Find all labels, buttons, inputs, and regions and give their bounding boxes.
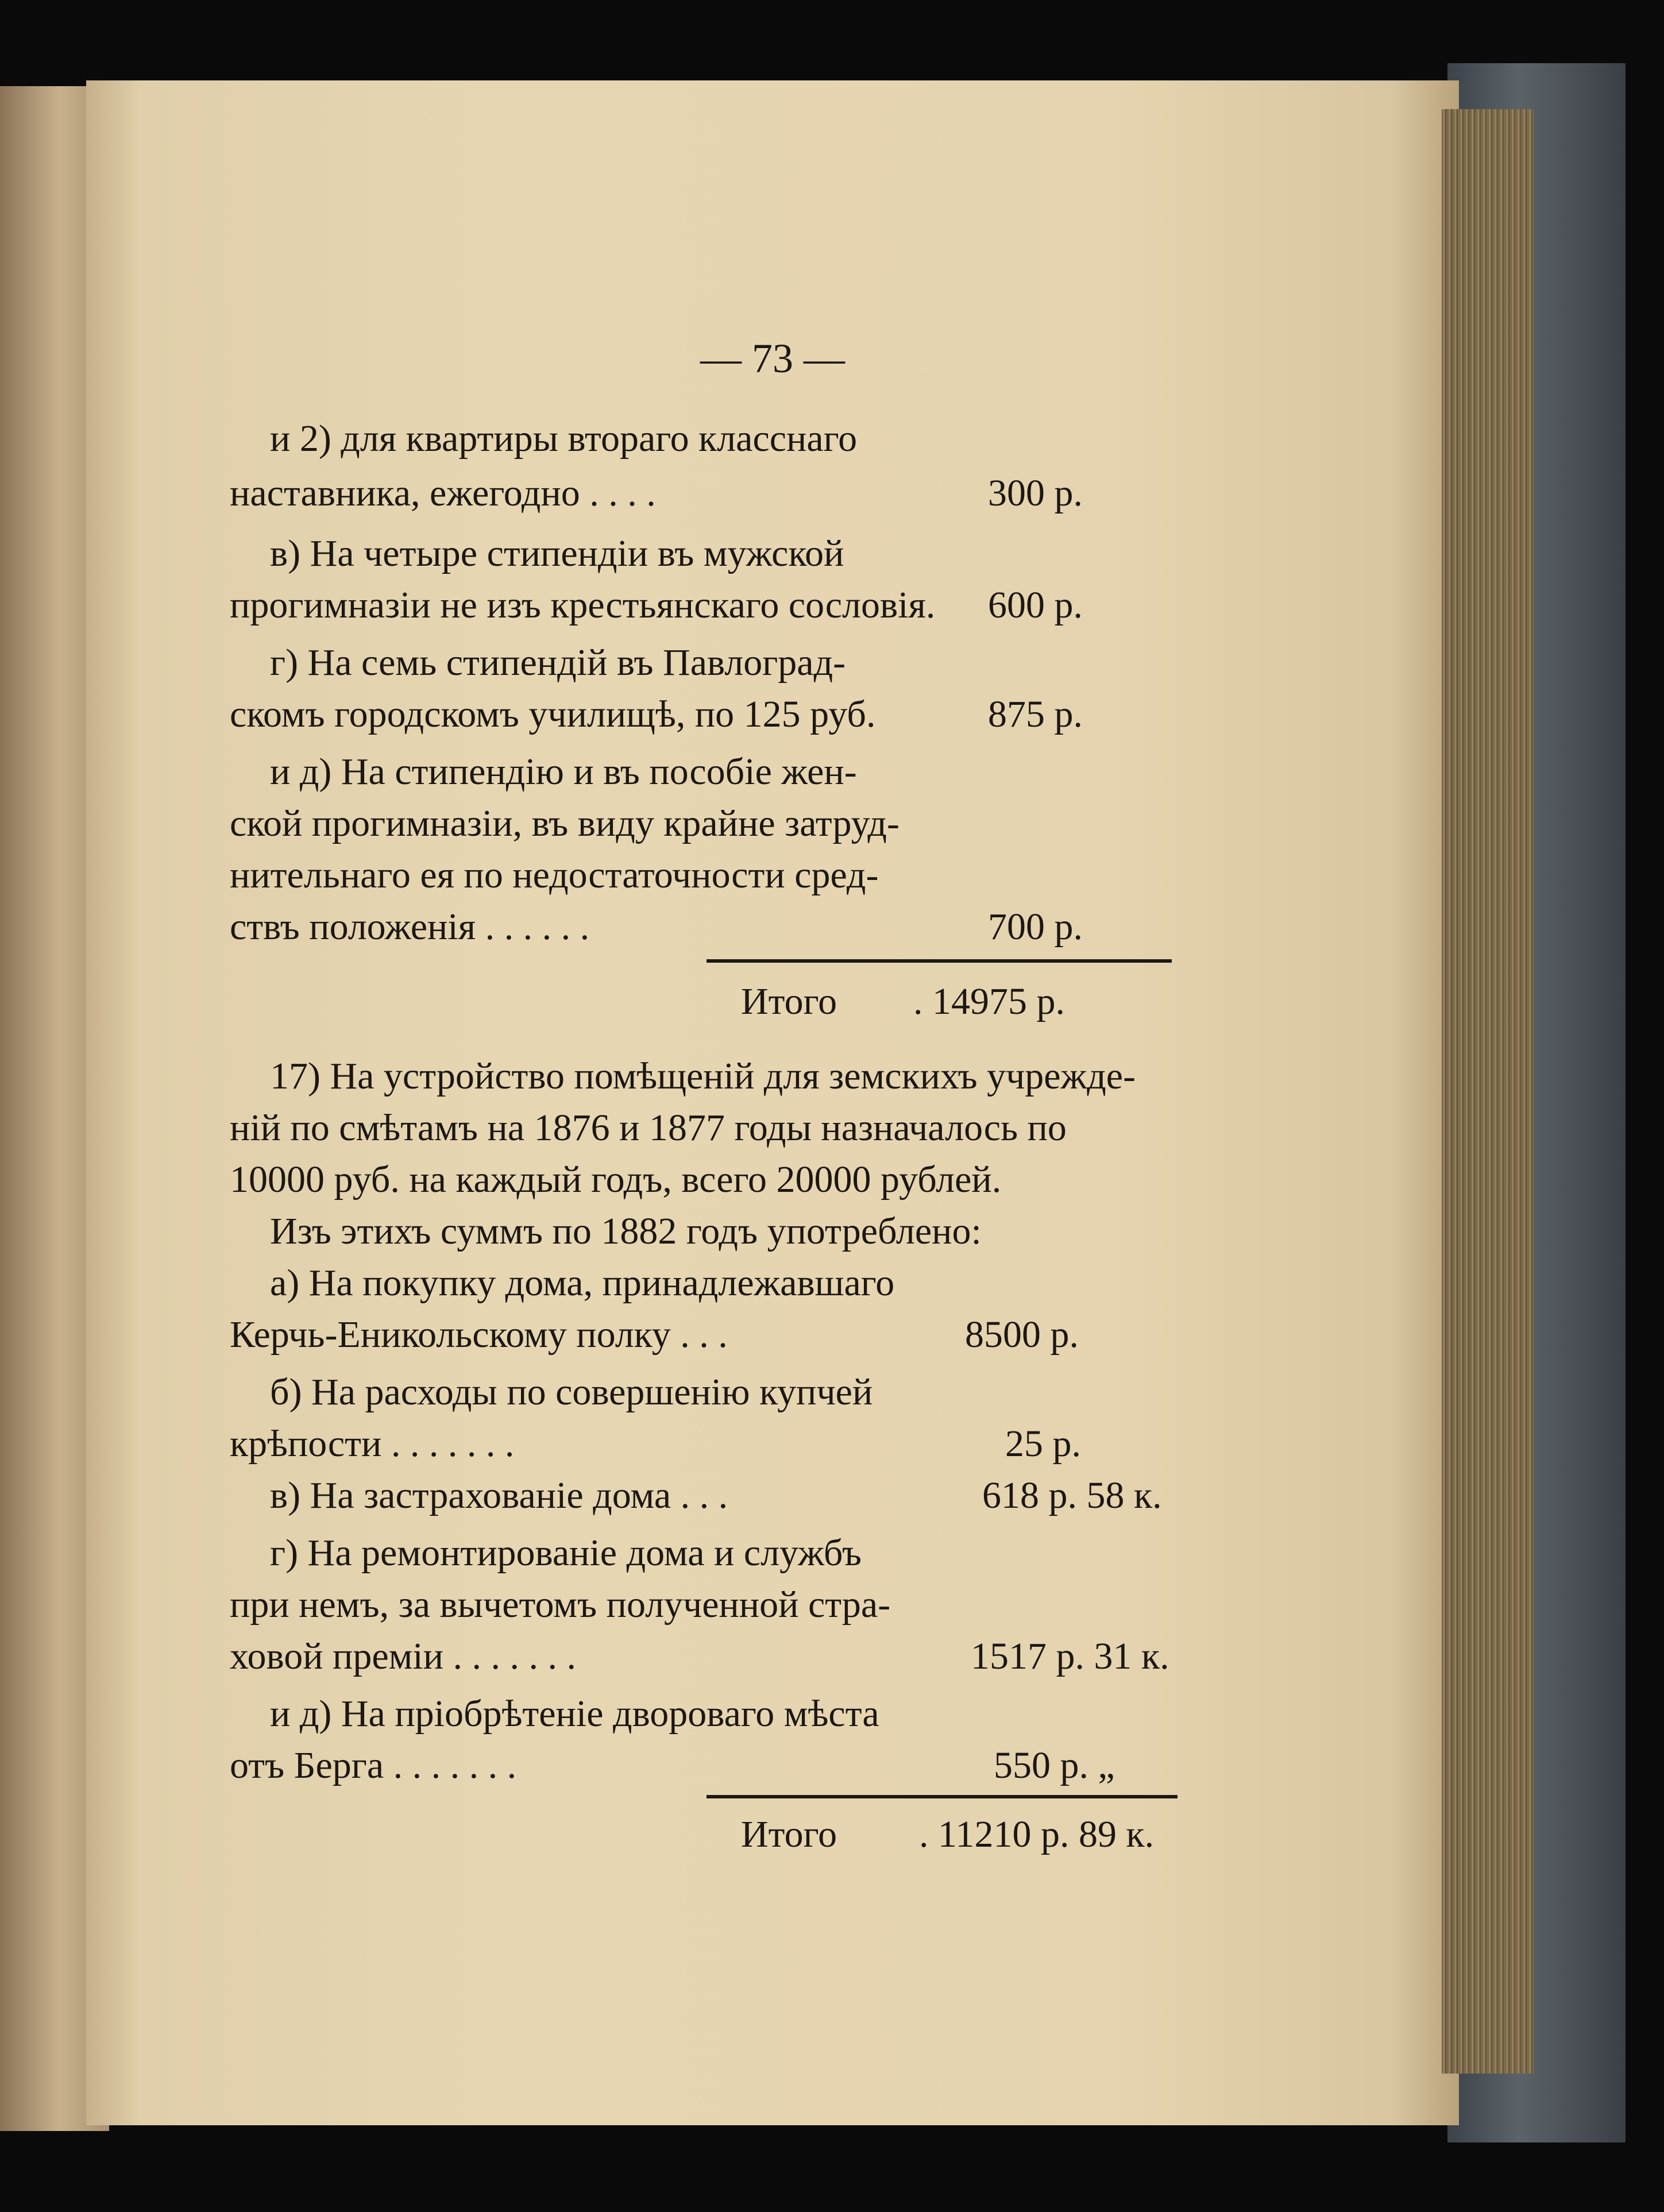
text-line: ховой преміи . . . . . . . <box>230 1635 577 1677</box>
text-line: ской прогимназіи, въ виду крайне затруд- <box>230 802 899 844</box>
amount: 550 р. „ <box>994 1744 1115 1786</box>
text-line: нительнаго ея по недостаточности сред- <box>230 854 879 896</box>
book-page <box>86 80 1459 2125</box>
text-line: в) На четыре стипендіи въ мужской <box>270 532 844 574</box>
total-label: Итого <box>741 1813 837 1855</box>
text-line: скомъ городскомъ училищѣ, по 125 руб. <box>230 693 876 735</box>
text-line: в) На застрахованіе дома . . . <box>270 1474 728 1516</box>
amount: 300 р. <box>988 472 1083 514</box>
text-line: прогимназіи не изъ крестьянскаго сословія. <box>230 584 936 626</box>
page-edges <box>1442 109 1534 2074</box>
text-line: а) На покупку дома, принадлежавшаго <box>270 1262 895 1304</box>
text-line: наставника, ежегодно . . . . <box>230 472 656 514</box>
total-value: . 11210 р. 89 к. <box>919 1813 1155 1855</box>
text-line: ній по смѣтамъ на 1876 и 1877 годы назначалось по <box>230 1107 1067 1149</box>
text-line: 10000 руб. на каждый годъ, всего 20000 рублей. <box>230 1159 1002 1200</box>
text-line: 17) На устройство помѣщеній для земскихъ учрежде- <box>270 1055 1136 1097</box>
total-value: . 14975 р. <box>913 980 1065 1022</box>
text-line: отъ Берга . . . . . . . <box>230 1744 517 1786</box>
text-line: ствъ положенія . . . . . . <box>230 906 590 948</box>
text-line: г) На ремонтированіе дома и службъ <box>270 1532 862 1574</box>
text-line: и д) На стипендію и въ пособіе жен- <box>270 751 857 793</box>
text-line: и д) На пріобрѣтеніе двороваго мѣста <box>270 1693 879 1735</box>
text-line: Изъ этихъ суммъ по 1882 годъ употреблено: <box>270 1210 982 1252</box>
total-label: Итого <box>741 980 837 1022</box>
text-line: б) На расходы по совершенію купчей <box>270 1371 873 1413</box>
total-rule <box>706 1795 1177 1798</box>
amount: 600 р. <box>988 584 1083 626</box>
amount: 618 р. 58 к. <box>982 1474 1162 1516</box>
amount: 875 р. <box>988 693 1083 735</box>
text-line: крѣпости . . . . . . . <box>230 1423 515 1465</box>
text-line: г) На семь стипендій въ Павлоград- <box>270 642 846 684</box>
amount: 700 р. <box>988 906 1083 948</box>
amount: 25 р. <box>1005 1423 1081 1465</box>
total-rule <box>706 959 1172 963</box>
amount: 1517 р. 31 к. <box>971 1635 1169 1677</box>
page-number: — 73 — <box>700 335 845 381</box>
amount: 8500 р. <box>965 1314 1079 1356</box>
text-line: и 2) для квартиры втораго класснаго <box>270 418 858 460</box>
text-line: при немъ, за вычетомъ полученной стра- <box>230 1584 891 1626</box>
text-line: Керчь-Еникольскому полку . . . <box>230 1314 728 1356</box>
